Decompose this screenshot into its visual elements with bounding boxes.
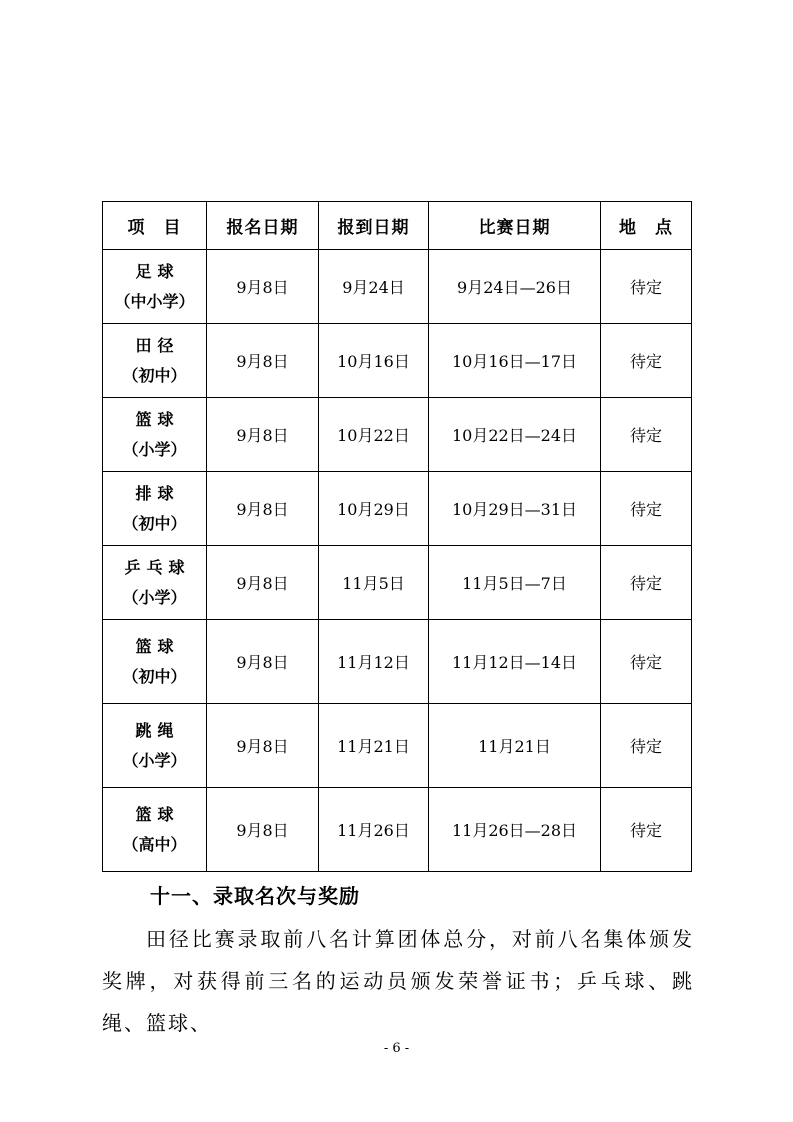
event-name: 足球 — [135, 261, 180, 281]
event-name: 排球 — [135, 483, 180, 503]
check-in-date-cell: 10月22日 — [319, 398, 429, 472]
registration-date-cell: 9月8日 — [207, 472, 319, 546]
venue-cell: 待定 — [601, 398, 692, 472]
registration-date-cell: 9月8日 — [207, 398, 319, 472]
event-cell — [103, 704, 207, 788]
event-name: 跳绳 — [135, 720, 180, 740]
check-in-date-cell: 11月5日 — [319, 546, 429, 620]
event-name: 篮球 — [135, 636, 180, 656]
header-event: 项 目 — [103, 202, 207, 250]
event-name: 田径 — [135, 335, 180, 355]
venue-cell: 待定 — [601, 704, 692, 788]
check-in-date-cell: 10月16日 — [319, 324, 429, 398]
event-group: （小学） — [122, 750, 187, 770]
event-cell — [103, 250, 207, 324]
event-cell — [103, 398, 207, 472]
competition-date-cell: 11月12日—14日 — [429, 620, 601, 704]
event-cell — [103, 324, 207, 398]
table-row — [103, 788, 692, 872]
competition-date-cell: 11月26日—28日 — [429, 788, 601, 872]
check-in-date-cell: 11月21日 — [319, 704, 429, 788]
header-check-in-date: 报到日期 — [319, 202, 429, 250]
section-heading: 十一、录取名次与奖励 — [150, 884, 360, 908]
event-name: 篮球 — [135, 409, 180, 429]
table-row — [103, 704, 692, 788]
registration-date-cell: 9月8日 — [207, 324, 319, 398]
event-group: （初中） — [122, 666, 187, 686]
registration-date-cell: 9月8日 — [207, 704, 319, 788]
event-group: （高中） — [122, 834, 187, 854]
registration-date-cell: 9月8日 — [207, 546, 319, 620]
table-row — [103, 250, 692, 324]
venue-cell: 待定 — [601, 620, 692, 704]
header-registration-date: 报名日期 — [207, 202, 319, 250]
table-row — [103, 472, 692, 546]
venue-cell: 待定 — [601, 250, 692, 324]
body-paragraph: 田径比赛录取前八名计算团体总分，对前八名集体颁发奖牌，对获得前三名的运动员颁发荣誉证书；乒乓球、跳绳、篮球、 — [102, 927, 694, 1035]
competition-date-cell: 10月22日—24日 — [429, 398, 601, 472]
registration-date-cell: 9月8日 — [207, 620, 319, 704]
page-number: - 6 - — [383, 1041, 410, 1056]
table-header-row — [103, 202, 692, 250]
event-cell — [103, 620, 207, 704]
event-cell — [103, 472, 207, 546]
venue-cell: 待定 — [601, 324, 692, 398]
competition-date-cell: 9月24日—26日 — [429, 250, 601, 324]
registration-date-cell: 9月8日 — [207, 788, 319, 872]
header-competition-date: 比赛日期 — [429, 202, 601, 250]
table-row — [103, 398, 692, 472]
event-group: （中小学） — [114, 291, 195, 311]
event-cell — [103, 546, 207, 620]
event-name: 乒乓球 — [124, 557, 191, 577]
event-name: 篮球 — [135, 804, 180, 824]
table-row — [103, 620, 692, 704]
event-group: （初中） — [122, 365, 187, 385]
competition-date-cell: 10月29日—31日 — [429, 472, 601, 546]
event-group: （小学） — [122, 587, 187, 607]
venue-cell: 待定 — [601, 472, 692, 546]
check-in-date-cell: 11月12日 — [319, 620, 429, 704]
competition-date-cell: 11月5日—7日 — [429, 546, 601, 620]
venue-cell: 待定 — [601, 546, 692, 620]
table-row — [103, 546, 692, 620]
competition-date-cell: 10月16日—17日 — [429, 324, 601, 398]
check-in-date-cell: 10月29日 — [319, 472, 429, 546]
schedule-table — [102, 201, 692, 872]
header-venue: 地 点 — [601, 202, 692, 250]
competition-date-cell: 11月21日 — [429, 704, 601, 788]
check-in-date-cell: 11月26日 — [319, 788, 429, 872]
event-group: （小学） — [122, 439, 187, 459]
registration-date-cell: 9月8日 — [207, 250, 319, 324]
event-group: （初中） — [122, 513, 187, 533]
venue-cell: 待定 — [601, 788, 692, 872]
table-row — [103, 324, 692, 398]
event-cell — [103, 788, 207, 872]
check-in-date-cell: 9月24日 — [319, 250, 429, 324]
